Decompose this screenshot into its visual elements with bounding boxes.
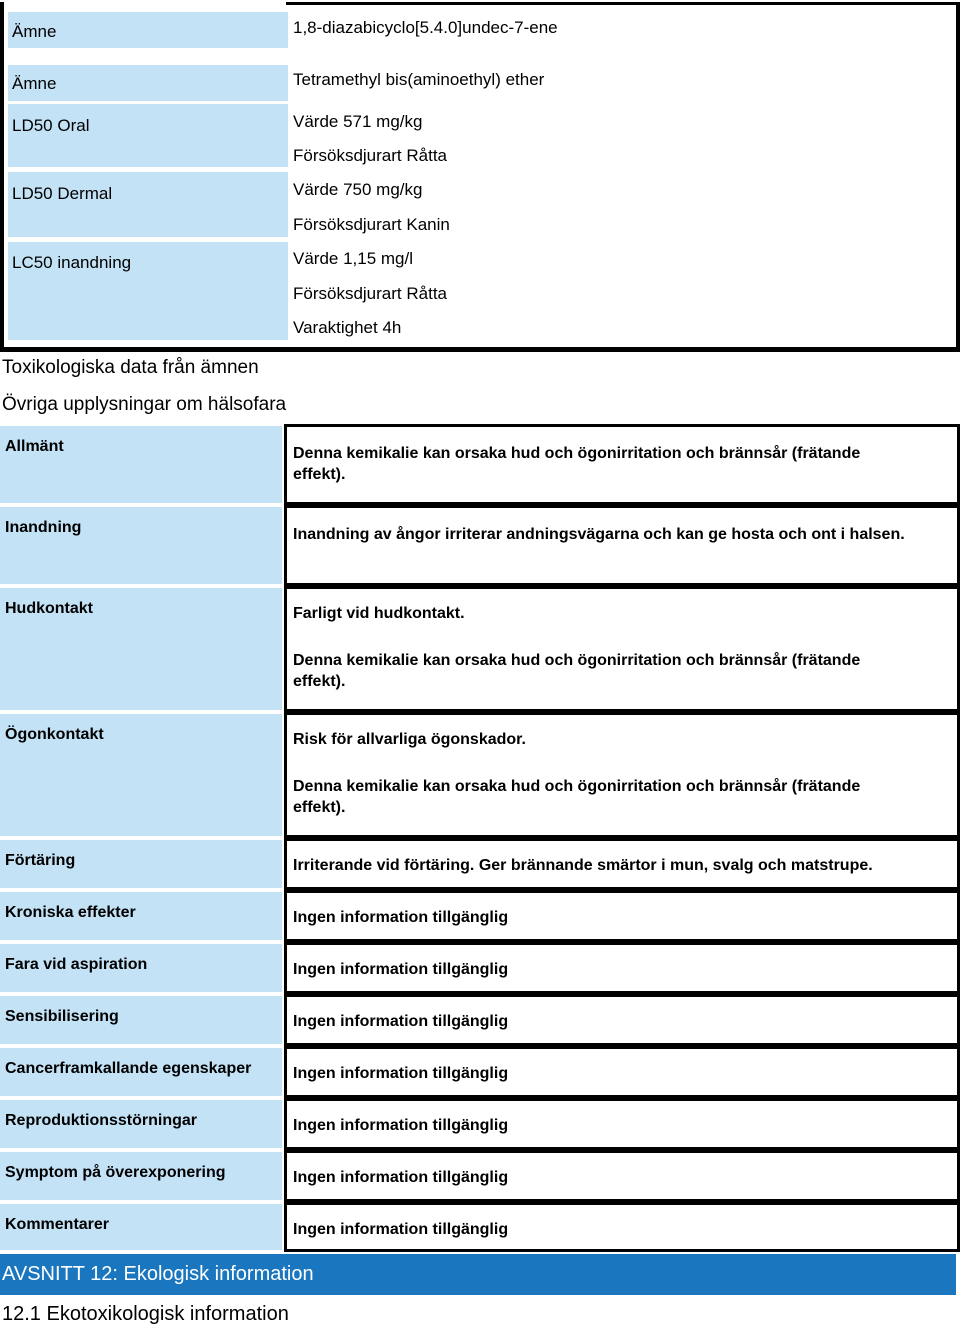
row-label-carcinogenicity: Cancerframkallande egenskaper (5, 1060, 252, 1077)
chronic-effects-text: Ingen information tillgänglig (293, 909, 509, 926)
ingestion-text: Irriterande vid förtäring. Ger brännande smärtor i mun, svalg och matstrupe. (293, 857, 873, 874)
row-label-lc50-inhalation: LC50 inandning (12, 253, 132, 272)
section-12-title: AVSNITT 12: Ekologisk information (2, 1263, 314, 1285)
row-label-substance: Ämne (12, 22, 57, 41)
lc50-duration: Varaktighet 4h (293, 318, 402, 337)
ld50-dermal-value: Värde 750 mg/kg (293, 180, 423, 199)
skin-contact-text: Farligt vid hudkontakt. (293, 605, 465, 622)
row-label-overexposure-symptoms: Symptom på överexponering (5, 1164, 226, 1181)
row-label-aspiration-hazard: Fara vid aspiration (5, 956, 148, 973)
general-text: Denna kemikalie kan orsaka hud och ögonirritation och brännsår (frätande effekt). (293, 445, 861, 483)
inhalation-text: Inandning av ångor irriterar andningsvägarna och kan ge hosta och ont i halsen. (293, 526, 905, 543)
row-label-inhalation: Inandning (5, 519, 82, 536)
substance-name: 1,8-diazabicyclo[5.4.0]undec-7-ene (293, 18, 558, 37)
row-label-ld50-dermal: LD50 Dermal (12, 184, 113, 203)
sensitisation-text: Ingen information tillgänglig (293, 1013, 509, 1030)
skin-contact-text: Denna kemikalie kan orsaka hud och ögonirritation och brännsår (frätande effekt). (293, 652, 861, 690)
row-label-chronic-effects: Kroniska effekter (5, 904, 136, 921)
eye-contact-text: Denna kemikalie kan orsaka hud och ögonirritation och brännsår (frätande effekt). (293, 778, 861, 816)
row-label-comments: Kommentarer (5, 1216, 110, 1233)
substance-table-topline (286, 2, 960, 5)
ld50-oral-species: Försöksdjurart Råtta (293, 146, 447, 165)
lc50-value: Värde 1,15 mg/l (293, 249, 414, 268)
ld50-dermal-species: Försöksdjurart Kanin (293, 215, 450, 234)
row-label-ingestion: Förtäring (5, 852, 76, 869)
eye-contact-text: Risk för allvarliga ögonskador. (293, 731, 526, 748)
row-label-eye-contact: Ögonkontakt (5, 726, 104, 743)
row-label-substance: Ämne (12, 74, 57, 93)
heading-other-info: Övriga upplysningar om hälsofara (2, 394, 287, 415)
section-12-1-heading: 12.1 Ekotoxikologisk information (2, 1303, 289, 1325)
row-label-skin-contact: Hudkontakt (5, 600, 93, 617)
row-label-sensitisation: Sensibilisering (5, 1008, 119, 1025)
row-label-reproductive-toxicity: Reproduktionsstörningar (5, 1112, 198, 1129)
substance-table-frame (0, 2, 960, 352)
heading-tox-data: Toxikologiska data från ämnen (2, 357, 259, 378)
health-info-table (0, 424, 960, 1252)
substance-table (0, 0, 960, 352)
row-label-ld50-oral: LD50 Oral (12, 116, 90, 135)
comments-text: Ingen information tillgänglig (293, 1221, 509, 1238)
ld50-oral-value: Värde 571 mg/kg (293, 112, 423, 131)
lc50-species: Försöksdjurart Råtta (293, 284, 447, 303)
overexposure-symptoms-text: Ingen information tillgänglig (293, 1169, 509, 1186)
reproductive-toxicity-text: Ingen information tillgänglig (293, 1117, 509, 1134)
carcinogenicity-text: Ingen information tillgänglig (293, 1065, 509, 1082)
row-label-general: Allmänt (5, 438, 64, 455)
substance-name: Tetramethyl bis(aminoethyl) ether (293, 70, 545, 89)
health-text-cell (284, 505, 960, 586)
aspiration-hazard-text: Ingen information tillgänglig (293, 961, 509, 978)
